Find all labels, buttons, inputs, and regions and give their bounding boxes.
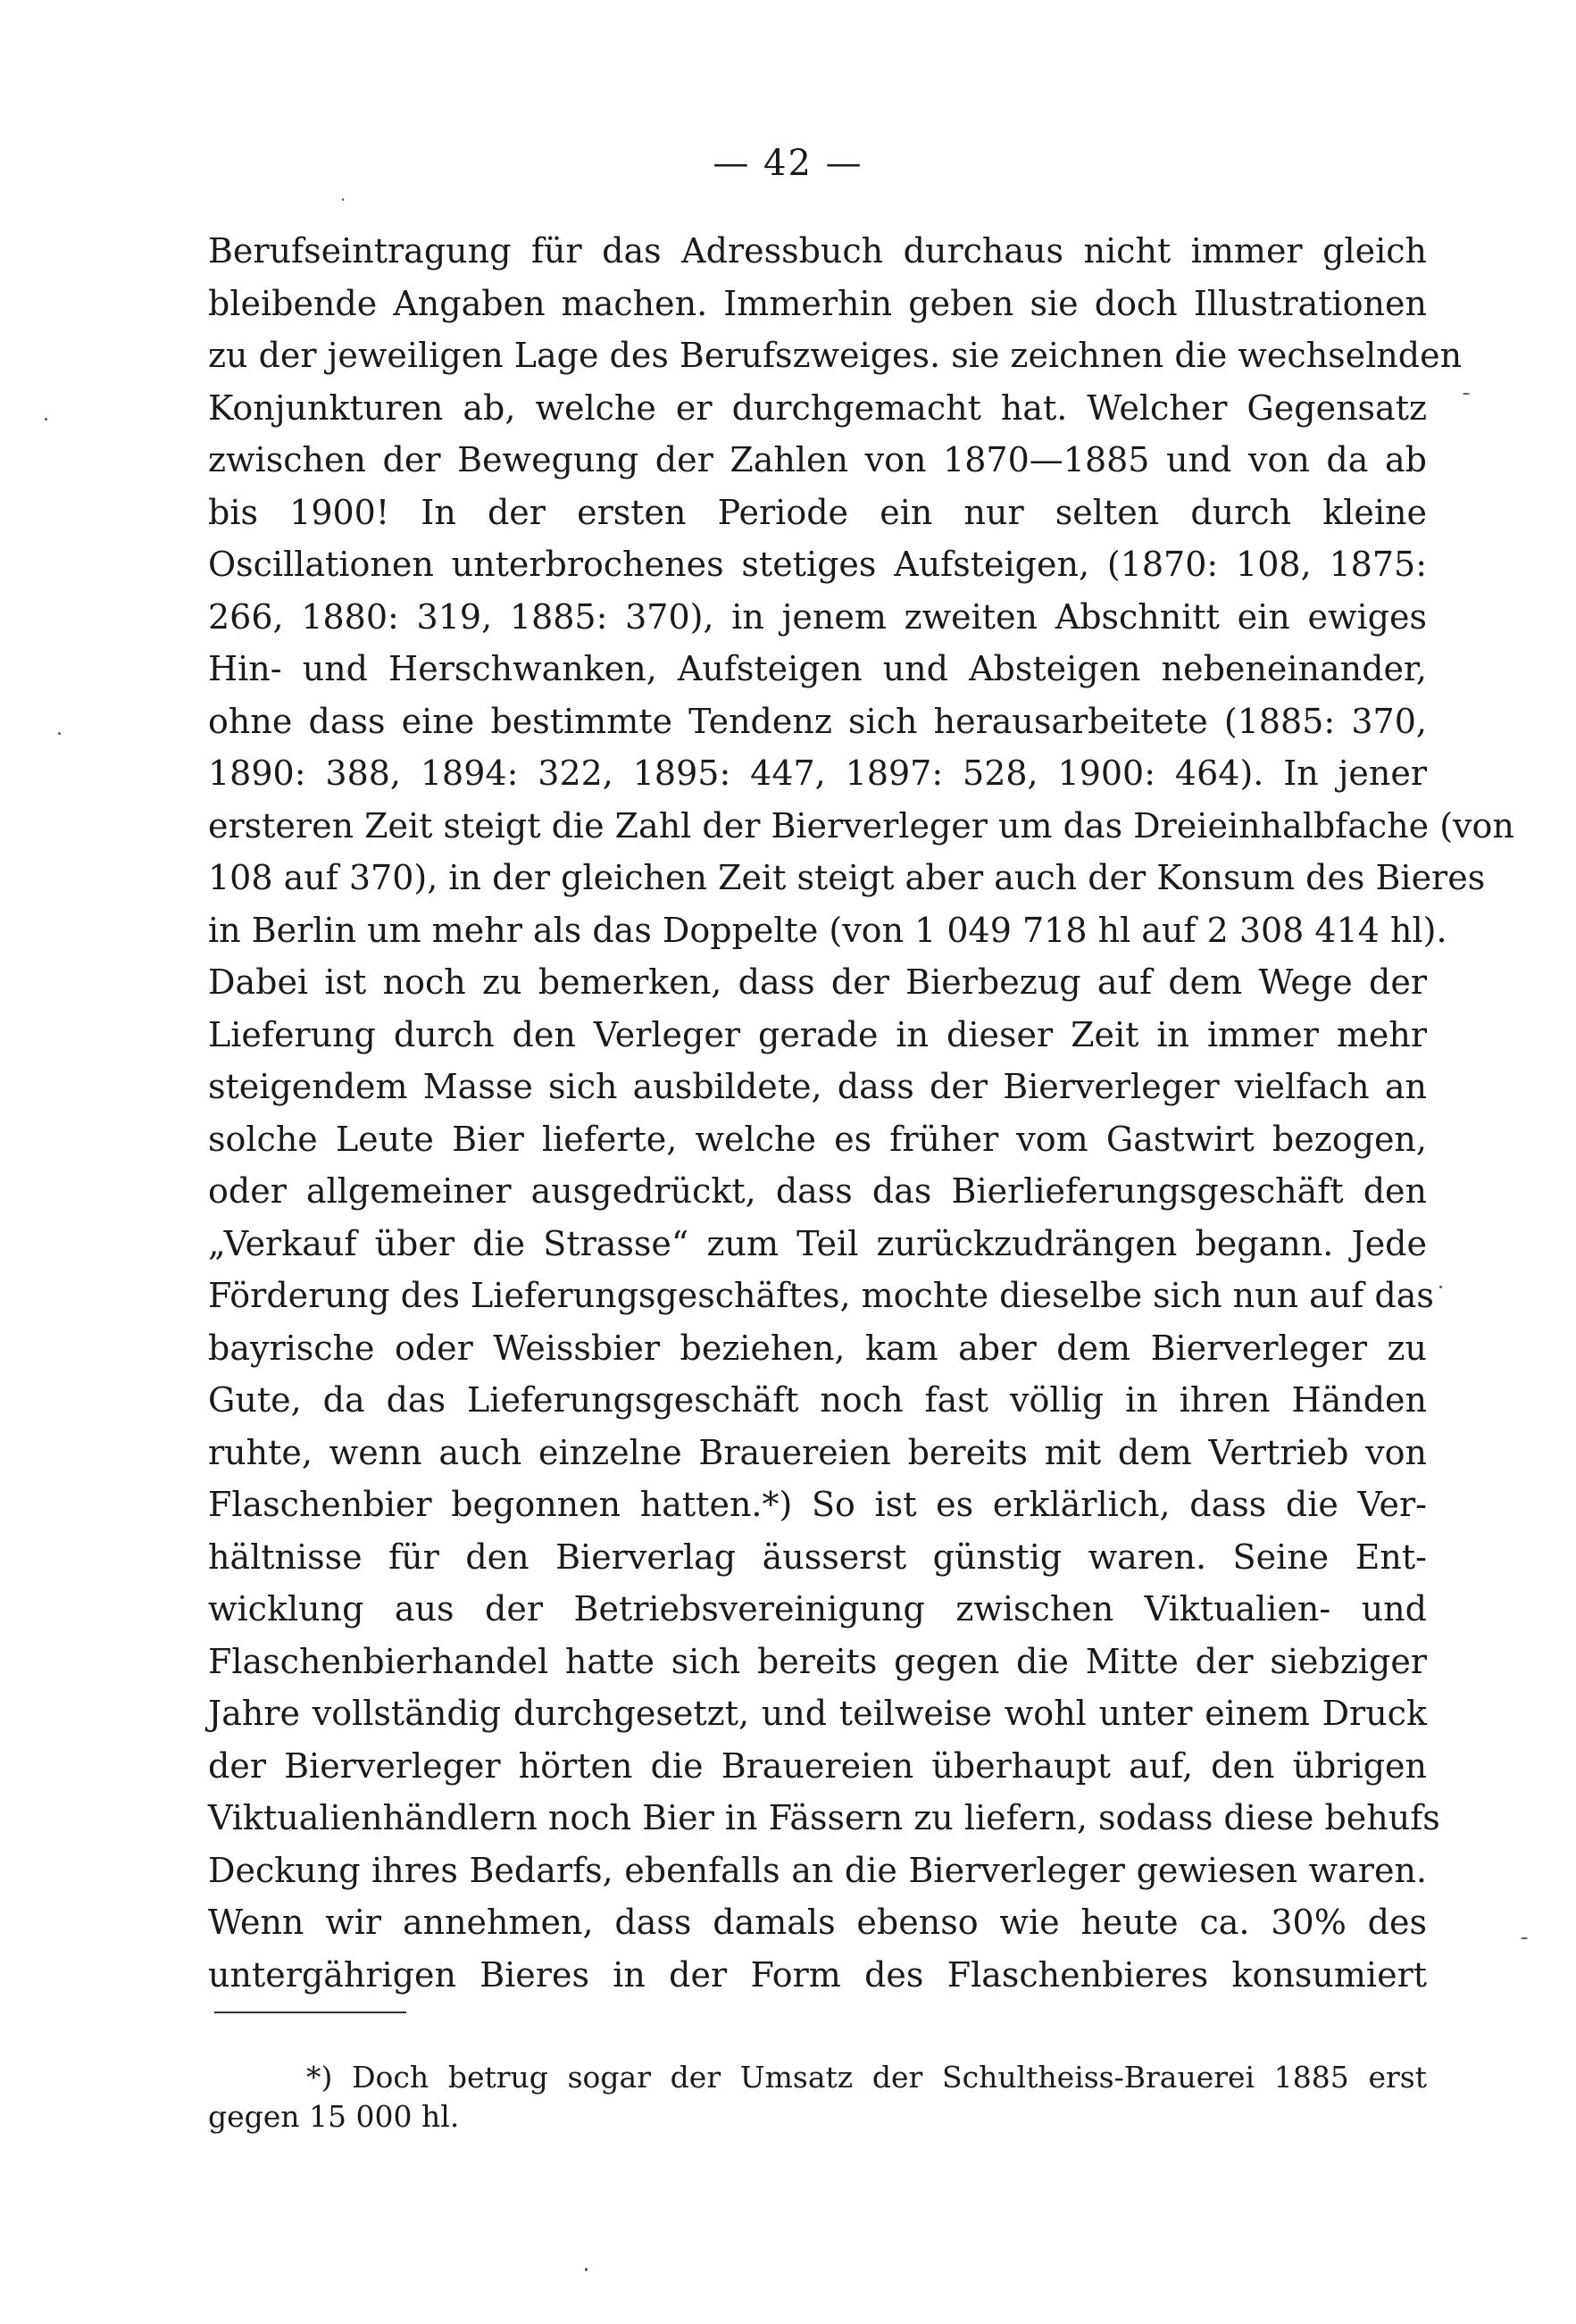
text-line: Dabei ist noch zu bemerken, dass der Bierbezug auf dem Wege der — [208, 962, 1427, 1002]
scan-speck — [58, 732, 61, 735]
text-line: Jahre vollständig durchgesetzt, und teilweise wohl unter einem Druck — [208, 1694, 1427, 1733]
text-line: bayrische oder Weissbier beziehen, kam aber dem Bierverleger zu — [208, 1328, 1427, 1368]
scan-speck — [585, 2268, 588, 2271]
text-line: zwischen der Bewegung der Zahlen von 1870—1885 und von da ab — [208, 440, 1427, 479]
text-line: Gute, da das Lieferungsgeschäft noch fast völlig in ihren Händen — [208, 1380, 1427, 1420]
text-line: Hin- und Herschwanken, Aufsteigen und Absteigen nebeneinander, — [208, 649, 1427, 688]
text-line: oder allgemeiner ausgedrückt, dass das Bierlieferungsgeschäft den — [208, 1171, 1427, 1211]
text-line: Förderung des Lieferungsgeschäftes, mochte dieselbe sich nun auf das — [208, 1276, 1434, 1315]
scan-speck — [1463, 393, 1470, 395]
text-line: ohne dass eine bestimmte Tendenz sich herausarbeitete (1885: 370, — [208, 701, 1427, 741]
text-line: Viktualienhändlern noch Bier in Fässern zu liefern, sodass diese behufs — [208, 1798, 1440, 1837]
footnote-separator — [214, 2012, 406, 2013]
text-line: Wenn wir annehmen, dass damals ebenso wie heute ca. 30% des — [208, 1903, 1427, 1942]
text-line: wicklung aus der Betriebsvereinigung zwischen Viktualien- und — [208, 1589, 1427, 1628]
text-line: Oscillationen unterbrochenes stetiges Aufsteigen, (1870: 108, 1875: — [208, 545, 1427, 584]
scan-speck — [1521, 1937, 1528, 1939]
scan-speck — [342, 198, 344, 201]
text-line: 266, 1880: 319, 1885: 370), in jenem zweiten Abschnitt ein ewiges — [208, 596, 1427, 637]
text-line: Lieferung durch den Verleger gerade in dieser Zeit in immer mehr — [208, 1014, 1427, 1054]
text-line: „Verkauf über die Strasse“ zum Teil zurückzudrängen begann. Jede — [208, 1223, 1427, 1263]
footnote — [208, 2058, 1427, 2137]
text-line: bis 1900! In der ersten Periode ein nur selten durch kleine — [208, 492, 1427, 532]
text-line: Flaschenbier begonnen hatten.*) So ist es erklärlich, dass die Ver- — [208, 1485, 1427, 1524]
text-line: in Berlin um mehr als das Doppelte (von 1 049 718 hl auf 2 308 414 hl). — [208, 910, 1447, 950]
text-line: Konjunkturen ab, welche er durchgemacht hat. Welcher Gegensatz — [208, 387, 1427, 428]
text-line: Flaschenbierhandel hatte sich bereits gegen die Mitte der siebziger — [208, 1641, 1427, 1681]
scan-speck — [1439, 1286, 1442, 1288]
text-line: Deckung ihres Bedarfs, ebenfalls an die Bierverleger gewiesen waren. — [208, 1850, 1427, 1890]
footnote-line: gegen 15 000 hl. — [208, 2099, 460, 2134]
text-line: zu der jeweiligen Lage des Berufszweiges. sie zeichnen die wechselnden — [208, 336, 1463, 375]
text-line: steigendem Masse sich ausbildete, dass der Bierverleger vielfach an — [208, 1067, 1427, 1106]
footnote-line: *) Doch betrug sogar der Umsatz der Schultheiss-Brauerei 1885 erst — [306, 2060, 1427, 2095]
main-text-block — [208, 225, 1514, 2001]
text-line: Berufseintragung für das Adressbuch durchaus nicht immer gleich — [208, 231, 1427, 271]
text-line: der Bierverleger hörten die Brauereien überhaupt auf, den übrigen — [208, 1745, 1427, 1786]
text-line: 1890: 388, 1894: 322, 1895: 447, 1897: 528, 1900: 464). In jener — [208, 754, 1427, 793]
scan-speck — [45, 418, 47, 421]
page-number: — 42 — — [713, 143, 863, 184]
text-line: ersteren Zeit steigt die Zahl der Bierverleger um das Dreieinhalbfache (von — [208, 805, 1514, 845]
text-line: bleibende Angaben machen. Immerhin geben sie doch Illustrationen — [208, 283, 1427, 323]
text-line: hältnisse für den Bierverlag äusserst günstig waren. Seine Ent- — [208, 1537, 1427, 1577]
text-line: solche Leute Bier lieferte, welche es früher vom Gastwirt bezogen, — [208, 1119, 1427, 1159]
text-line: untergährigen Bieres in der Form des Flaschenbieres konsumiert — [208, 1954, 1427, 1995]
text-line: 108 auf 370), in der gleichen Zeit steigt aber auch der Konsum des Bieres — [208, 858, 1486, 897]
text-line: ruhte, wenn auch einzelne Brauereien bereits mit dem Vertrieb von — [208, 1432, 1427, 1472]
